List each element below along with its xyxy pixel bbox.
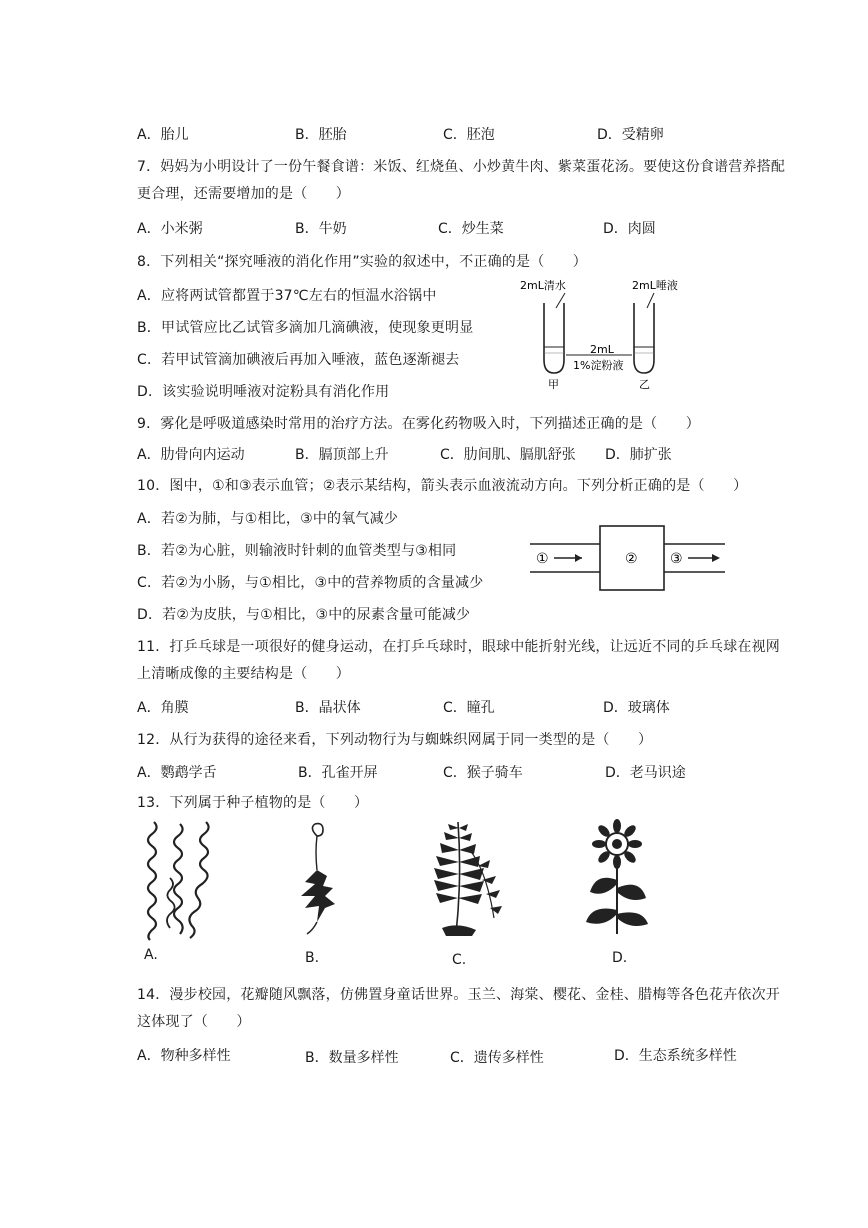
blood-flow-figure bbox=[530, 520, 730, 596]
q13-stem: 13．下列属于种子植物的是（ ） bbox=[137, 795, 369, 811]
q10-option-a: A．若②为肺，与①相比，③中的氧气减少 bbox=[137, 511, 399, 527]
plant-a-algae-image bbox=[140, 818, 220, 943]
q10-option-b: B．若②为心脏，则输液时针刺的血管类型与③相同 bbox=[137, 543, 457, 559]
q8-option-a: A．应将两试管都置于37℃左右的恒温水浴锅中 bbox=[137, 288, 437, 304]
q12-stem: 12．从行为获得的途径来看，下列动物行为与蜘蛛织网属于同一类型的是（ ） bbox=[137, 732, 653, 748]
q9-stem: 9．雾化是呼吸道感染时常用的治疗方法。在雾化药物吸入时，下列描述正确的是（ ） bbox=[137, 416, 700, 432]
plant-d-sunflower-image bbox=[582, 818, 652, 938]
tube-right-label: 乙 bbox=[639, 378, 650, 391]
q7-stem-line1: 7．妈妈为小明设计了一份午餐食谱：米饭、红烧鱼、小炒黄牛肉、紫菜蛋花汤。要使这份食谱营养搭配 bbox=[137, 159, 786, 175]
q7-option-b: B．牛奶 bbox=[295, 221, 347, 237]
label-2: ② bbox=[625, 551, 638, 567]
plant-c-fern-image bbox=[428, 818, 503, 943]
q7-option-a: A．小米粥 bbox=[137, 221, 203, 237]
q13-label-d: D. bbox=[612, 950, 628, 966]
q11-stem-line2: 上清晰成像的主要结构是（ ） bbox=[137, 666, 350, 682]
q14-option-d: D．生态系统多样性 bbox=[614, 1048, 737, 1064]
test-tube-figure bbox=[510, 275, 700, 395]
q14-option-a: A．物种多样性 bbox=[137, 1048, 231, 1064]
arrow-3-head bbox=[712, 554, 720, 562]
starch-volume-label: 2mL bbox=[590, 343, 614, 356]
q12-option-d: D．老马识途 bbox=[605, 765, 686, 781]
q10-option-c: C．若②为小肠，与①相比，③中的营养物质的含量减少 bbox=[137, 575, 484, 591]
label-1: ① bbox=[536, 551, 549, 567]
tube-right-pointer bbox=[647, 293, 654, 308]
tube-left-top-label: 2mL清水 bbox=[520, 279, 566, 292]
q6-option-d: D．受精卵 bbox=[597, 127, 664, 143]
q12-option-c: C．猴子骑车 bbox=[443, 765, 523, 781]
q8-option-b: B．甲试管应比乙试管多滴加几滴碘液，使现象更明显 bbox=[137, 320, 474, 336]
q13-label-c: C. bbox=[452, 952, 467, 968]
tube-left-label: 甲 bbox=[548, 378, 559, 391]
q6-option-a: A．胎儿 bbox=[137, 127, 189, 143]
q9-option-b: B．膈顶部上升 bbox=[295, 447, 389, 463]
q14-option-b: B．数量多样性 bbox=[305, 1050, 399, 1066]
q9-option-c: C．肋间肌、膈肌舒张 bbox=[440, 447, 576, 463]
q10-stem: 10．图中，①和③表示血管；②表示某结构，箭头表示血液流动方向。下列分析正确的是（ ） bbox=[137, 478, 748, 494]
q11-option-b: B．晶状体 bbox=[295, 700, 361, 716]
plant-b-moss-image bbox=[295, 822, 345, 937]
tube-right bbox=[634, 303, 654, 373]
q11-stem-line1: 11．打乒乓球是一项很好的健身运动，在打乒乓球时，眼球中能折射光线，让远近不同的乒乓球在视网 bbox=[137, 639, 781, 655]
q14-stem-line2: 这体现了（ ） bbox=[137, 1014, 251, 1030]
q7-stem-line2: 更合理，还需要增加的是（ ） bbox=[137, 186, 350, 202]
q6-option-b: B．胚胎 bbox=[295, 127, 347, 143]
q8-option-d: D．该实验说明唾液对淀粉具有消化作用 bbox=[137, 384, 390, 400]
label-3: ③ bbox=[670, 551, 683, 567]
tube-left bbox=[544, 303, 564, 373]
q7-option-d: D．肉圆 bbox=[603, 221, 656, 237]
q14-stem-line1: 14．漫步校园，花瓣随风飘落，仿佛置身童话世界。玉兰、海棠、樱花、金桂、腊梅等各色花卉依次开 bbox=[137, 987, 781, 1003]
q13-label-b: B. bbox=[305, 950, 320, 966]
q11-option-d: D．玻璃体 bbox=[603, 700, 670, 716]
starch-label: 1%淀粉液 bbox=[573, 359, 624, 372]
q10-option-d: D．若②为皮肤，与①相比，③中的尿素含量可能减少 bbox=[137, 607, 471, 623]
q9-option-d: D．肺扩张 bbox=[605, 447, 672, 463]
arrow-1-head bbox=[575, 554, 582, 562]
q12-option-b: B．孔雀开屏 bbox=[298, 765, 378, 781]
q12-option-a: A．鹦鹉学舌 bbox=[137, 765, 217, 781]
q8-stem: 8．下列相关“探究唾液的消化作用”实验的叙述中，不正确的是（ ） bbox=[137, 254, 588, 270]
q9-option-a: A．肋骨向内运动 bbox=[137, 447, 245, 463]
q6-option-c: C．胚泡 bbox=[443, 127, 495, 143]
q8-option-c: C．若甲试管滴加碘液后再加入唾液，蓝色逐渐褪去 bbox=[137, 352, 460, 368]
q13-label-a: A. bbox=[144, 947, 158, 963]
q14-option-c: C．遗传多样性 bbox=[450, 1050, 544, 1066]
q11-option-c: C．瞳孔 bbox=[443, 700, 495, 716]
q11-option-a: A．角膜 bbox=[137, 700, 189, 716]
tube-right-top-label: 2mL唾液 bbox=[632, 279, 678, 292]
q7-option-c: C．炒生菜 bbox=[438, 221, 504, 237]
